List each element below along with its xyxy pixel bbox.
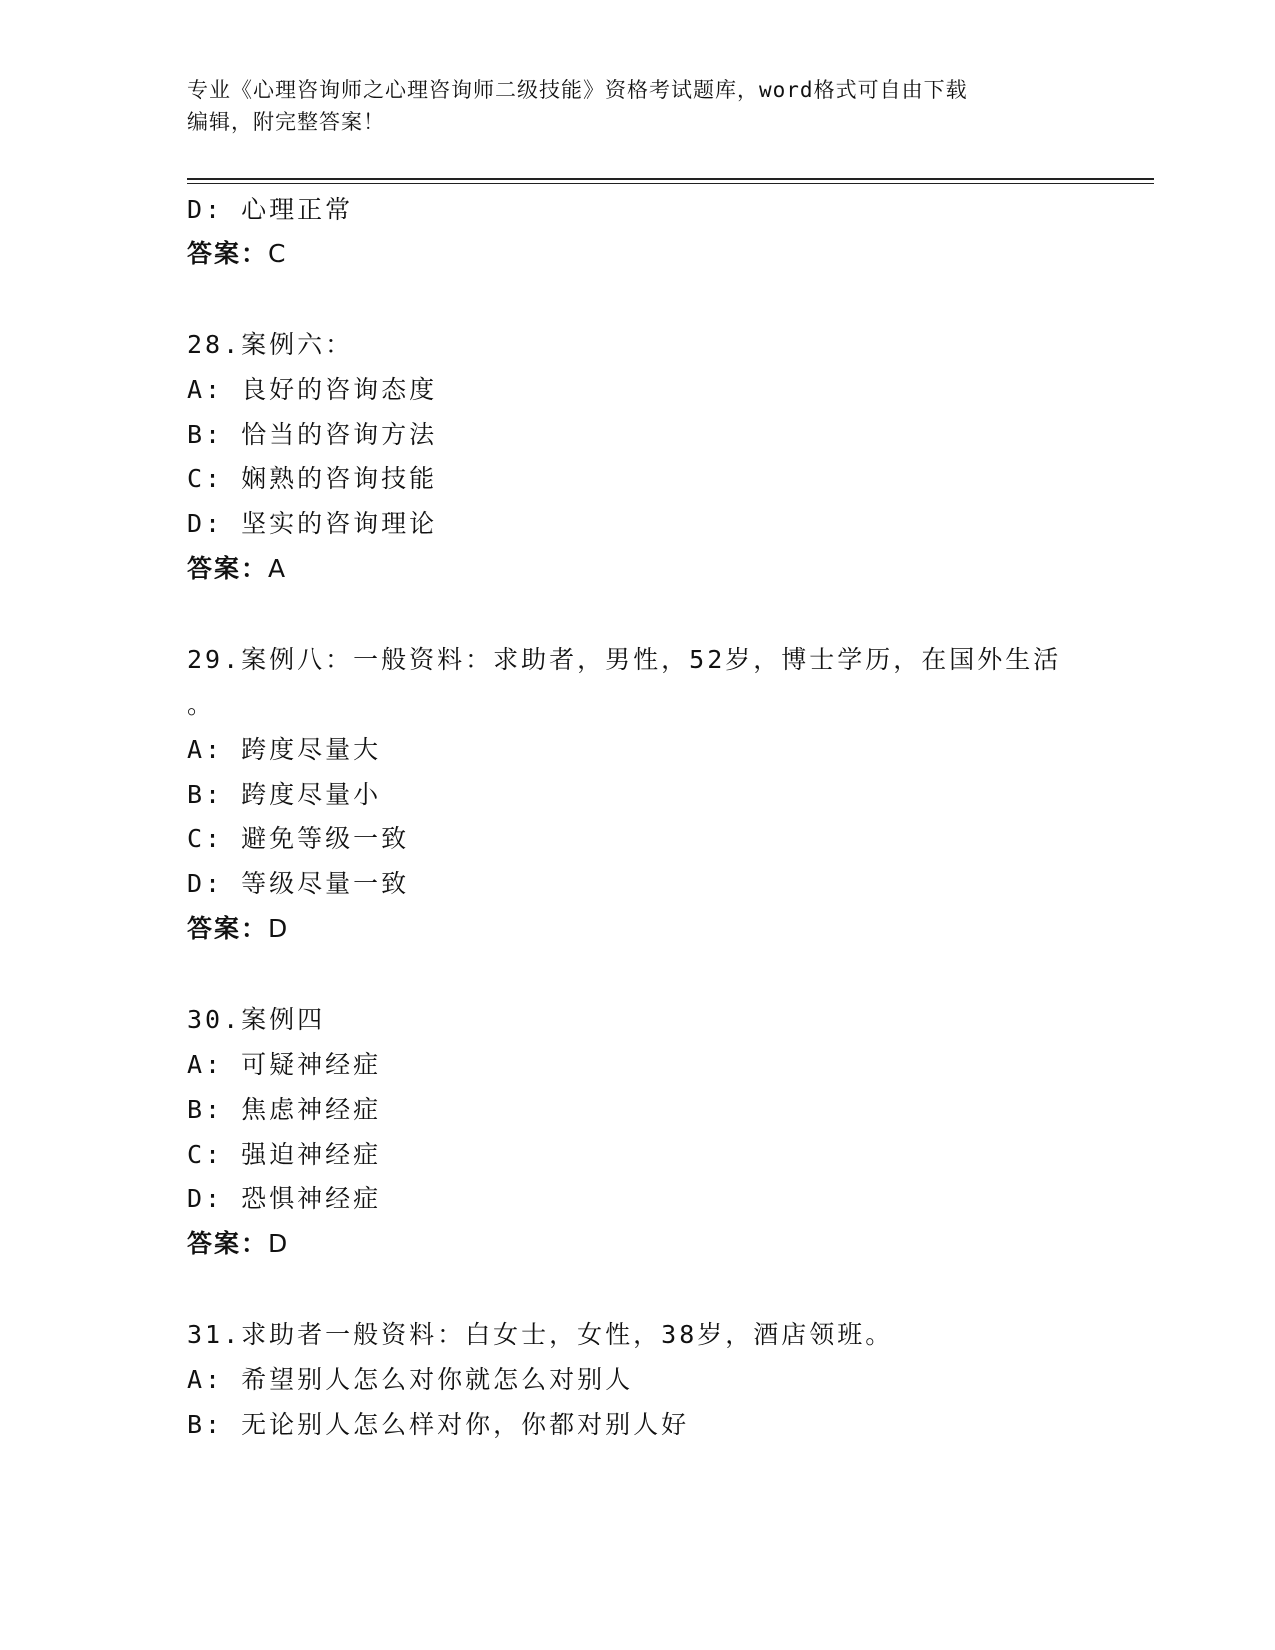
answer-label: 答案：	[187, 554, 269, 583]
header-line-1: 专业《心理咨询师之心理咨询师二级技能》资格考试题库，word格式可自由下载	[187, 78, 968, 102]
answer-value: A	[268, 554, 288, 583]
answer-value: D	[268, 1229, 290, 1258]
answer	[187, 1228, 289, 1260]
question-title: 28.案例六：	[187, 330, 354, 359]
option-a: A: 希望别人怎么对你就怎么对别人	[187, 1365, 634, 1394]
answer-label: 答案：	[187, 914, 269, 943]
option-a: A: 跨度尽量大	[187, 735, 382, 764]
header-line-2: 编辑，附完整答案！	[187, 110, 385, 134]
option-c: C: 避免等级一致	[187, 824, 410, 853]
header-divider-thin	[187, 183, 1154, 184]
option-d: D: 恐惧神经症	[187, 1184, 382, 1213]
question-title: 30.案例四	[187, 1005, 326, 1034]
question-title: 29.案例八：一般资料：求助者，男性，52岁，博士学历，在国外生活	[187, 645, 1062, 674]
option-a: A: 良好的咨询态度	[187, 375, 438, 404]
answer	[187, 913, 289, 945]
answer-value: C	[268, 239, 288, 268]
question-title-continuation: 。	[187, 690, 216, 719]
option-b: B: 跨度尽量小	[187, 780, 382, 809]
option-d: D: 等级尽量一致	[187, 869, 410, 898]
answer-label: 答案：	[187, 1229, 269, 1258]
answer-label: 答案：	[187, 239, 269, 268]
option-d: D: 坚实的咨询理论	[187, 509, 438, 538]
option-c: C: 强迫神经症	[187, 1140, 382, 1169]
header-divider-thick	[187, 178, 1154, 180]
option-a: A: 可疑神经症	[187, 1050, 382, 1079]
document-header	[187, 74, 1087, 138]
prev-option-d: D: 心理正常	[187, 195, 354, 224]
option-b: B: 无论别人怎么样对你，你都对别人好	[187, 1410, 690, 1439]
option-b: B: 恰当的咨询方法	[187, 420, 438, 449]
prev-answer	[187, 238, 287, 270]
question-title: 31.求助者一般资料：白女士，女性，38岁，酒店领班。	[187, 1320, 894, 1349]
answer	[187, 553, 287, 585]
answer-value: D	[268, 914, 290, 943]
option-c: C: 娴熟的咨询技能	[187, 464, 438, 493]
option-b: B: 焦虑神经症	[187, 1095, 382, 1124]
